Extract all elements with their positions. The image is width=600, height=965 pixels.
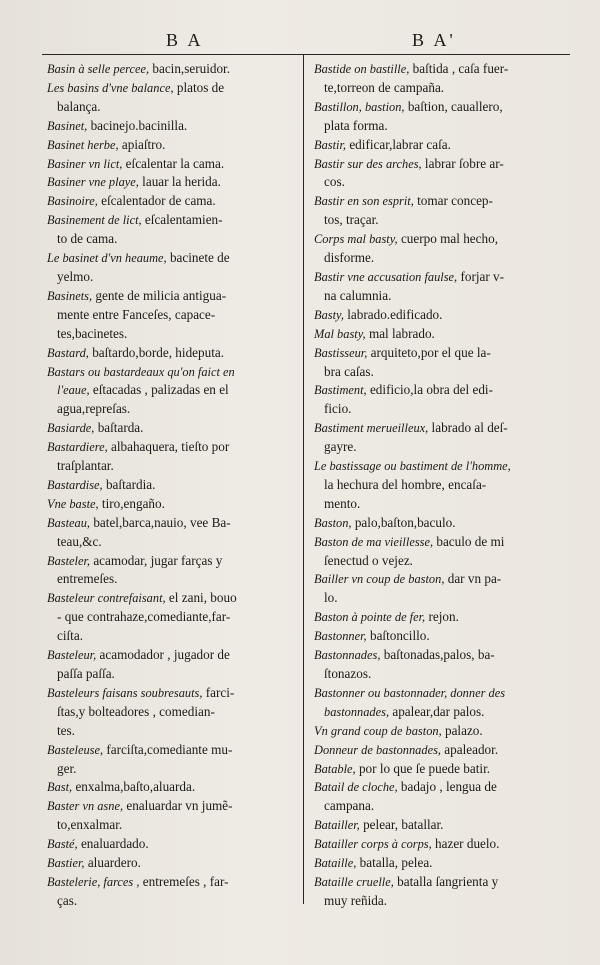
dictionary-entry bbox=[47, 552, 305, 590]
entry-line: mente entre Fanceſes, capace- bbox=[57, 306, 216, 322]
entry-headword: Baston à pointe de fer, bbox=[314, 610, 426, 625]
entry-line bbox=[314, 608, 573, 627]
dictionary-entry bbox=[47, 173, 305, 192]
entry-line: traſplantar. bbox=[57, 458, 114, 474]
entry-headword: Basteau, bbox=[47, 515, 91, 530]
entry-headword: Bastier, bbox=[47, 856, 85, 871]
entry-gloss: tomar concep- bbox=[413, 193, 493, 209]
entry-line: muy reñida. bbox=[324, 892, 387, 908]
entry-headword: Bastir en son esprit, bbox=[314, 194, 414, 209]
entry-gloss: badajo , lengua de bbox=[397, 779, 497, 795]
entry-line bbox=[47, 495, 305, 514]
entry-gloss: forjar v- bbox=[457, 268, 505, 284]
dictionary-entry bbox=[314, 155, 573, 193]
dictionary-entry bbox=[47, 60, 305, 79]
entry-headword: Bastonner ou bastonnader, donner des bbox=[314, 685, 506, 700]
entry-line bbox=[47, 60, 305, 79]
entry-line bbox=[47, 646, 305, 665]
dictionary-entry bbox=[47, 741, 305, 779]
entry-gloss: bacin,seruidor. bbox=[149, 61, 231, 76]
entry-gloss: enaluardar vn jumẽ- bbox=[123, 798, 233, 814]
entry-gloss: enaluardado. bbox=[77, 836, 149, 852]
dictionary-entry bbox=[314, 570, 573, 608]
entry-headword: Mal basty, bbox=[314, 326, 366, 341]
dictionary-entry bbox=[47, 835, 305, 854]
entry-line bbox=[314, 230, 573, 249]
dictionary-entry bbox=[314, 873, 573, 911]
entry-line: gayre. bbox=[324, 439, 357, 455]
entry-line: to de cama. bbox=[57, 231, 118, 247]
entry-line bbox=[47, 419, 305, 438]
header-left: B A bbox=[166, 30, 204, 50]
dictionary-entry bbox=[314, 457, 573, 514]
entry-headword: Basiarde, bbox=[47, 421, 95, 436]
entry-line bbox=[314, 741, 573, 760]
entry-line bbox=[314, 457, 573, 476]
entry-headword: Le bastissage ou bastiment de l'homme, bbox=[314, 459, 511, 474]
entry-headword: Bastisseur, bbox=[314, 345, 368, 360]
entry-headword: Basinoire, bbox=[47, 194, 98, 209]
dictionary-entry bbox=[314, 722, 573, 741]
entry-gloss: pelear, batallar. bbox=[359, 817, 444, 833]
entry-headword: Baston de ma vieillesse, bbox=[314, 534, 434, 549]
entry-gloss: baſtardia. bbox=[102, 476, 156, 492]
entry-gloss: edificar,labrar caſa. bbox=[346, 136, 451, 152]
dictionary-entry bbox=[314, 268, 573, 306]
entry-line: na calumnia. bbox=[324, 287, 392, 303]
entry-gloss: baſtion, cauallero, bbox=[404, 98, 503, 114]
entry-gloss: dar vn pa- bbox=[444, 571, 502, 587]
entry-gloss: labrar ſobre ar- bbox=[421, 155, 504, 171]
entry-headword: Bastars ou bastardeaux qu'on faict en bbox=[47, 364, 235, 379]
dictionary-entry bbox=[314, 344, 573, 382]
entry-line bbox=[314, 98, 573, 117]
dictionary-entry bbox=[47, 873, 305, 911]
entry-gloss: mal labrado. bbox=[365, 325, 435, 341]
entry-gloss: bacinete de bbox=[166, 250, 230, 266]
entry-line bbox=[47, 835, 305, 854]
entry-line: bra caſas. bbox=[324, 363, 374, 379]
dictionary-entry bbox=[47, 192, 305, 211]
dictionary-entry bbox=[47, 589, 305, 646]
dictionary-entry bbox=[47, 797, 305, 835]
entry-gloss: aluardero. bbox=[84, 855, 141, 871]
entry-headword: Baster vn asne, bbox=[47, 799, 124, 814]
entry-headword: Bastonnades, bbox=[314, 648, 381, 663]
entry-gloss: el zani, bouo bbox=[165, 590, 237, 606]
dictionary-entry bbox=[314, 684, 573, 722]
entry-line: ciſta. bbox=[57, 628, 83, 644]
entry-headword: Basté, bbox=[47, 837, 78, 852]
entry-line bbox=[47, 173, 305, 192]
entry-headword: Batail de cloche, bbox=[314, 780, 398, 795]
entry-headword: Basteleur, bbox=[47, 648, 97, 663]
entry-line bbox=[47, 211, 305, 230]
entry-headword: Bastiment merueilleux, bbox=[314, 421, 429, 436]
entry-line bbox=[314, 778, 573, 797]
dictionary-entry bbox=[47, 854, 305, 873]
entry-headword: Vne baste, bbox=[47, 496, 99, 511]
entry-gloss: gente de milicia antigua- bbox=[92, 287, 227, 303]
entry-headword: Corps mal basty, bbox=[314, 232, 398, 247]
entry-gloss: platos de bbox=[173, 79, 225, 95]
entry-line bbox=[314, 873, 573, 892]
dictionary-entry bbox=[314, 325, 573, 344]
entry-line bbox=[47, 155, 305, 174]
dictionary-entry bbox=[47, 344, 305, 363]
entry-gloss: baſtoncillo. bbox=[366, 628, 430, 644]
entry-line bbox=[47, 797, 305, 816]
entry-gloss: baſtarda. bbox=[94, 420, 144, 436]
entry-gloss: rejon. bbox=[425, 609, 459, 625]
entry-headword: Basteleurs faisans soubresauts, bbox=[47, 685, 203, 700]
dictionary-entry bbox=[314, 98, 573, 136]
entry-headword: Bastir sur des arches, bbox=[314, 156, 422, 171]
entry-gloss: eſcalentar la cama. bbox=[122, 155, 225, 171]
dictionary-entry bbox=[314, 854, 573, 873]
entry-line bbox=[314, 684, 573, 703]
entry-gloss: apiaſtro. bbox=[118, 136, 166, 152]
entry-gloss: cuerpo mal hecho, bbox=[397, 231, 498, 247]
entry-headword: Bastide on bastille, bbox=[314, 62, 410, 76]
entry-line: mento. bbox=[324, 495, 361, 511]
entry-gloss: entremeſes , far- bbox=[139, 873, 229, 889]
entry-headword: Basteleuse, bbox=[47, 742, 104, 757]
dictionary-entry bbox=[47, 79, 305, 117]
dictionary-entry bbox=[47, 495, 305, 514]
entry-headword: Basteler, bbox=[47, 553, 91, 568]
dictionary-entry bbox=[47, 155, 305, 174]
entry-line: ſtas,y bolteadores , comedian- bbox=[57, 703, 215, 719]
entry-headword: Donneur de bastonnades, bbox=[314, 742, 441, 757]
entry-line bbox=[314, 570, 573, 589]
entry-gloss: baculo de mi bbox=[433, 533, 505, 549]
dictionary-entry bbox=[314, 646, 573, 684]
entry-headword: Basinet, bbox=[47, 118, 88, 133]
entry-line bbox=[314, 760, 573, 779]
entry-headword: Bastardiere, bbox=[47, 440, 108, 455]
entry-gloss: batalla, pelea. bbox=[356, 855, 433, 871]
dictionary-entry bbox=[47, 287, 305, 344]
entry-headword-continuation: bastonnades, bbox=[324, 704, 390, 719]
entry-gloss: baſtonadas,palos, ba- bbox=[380, 647, 495, 663]
entry-line: cos. bbox=[324, 174, 345, 190]
entry-gloss: labrado al deſ- bbox=[428, 420, 508, 436]
entry-line: yelmo. bbox=[57, 268, 94, 284]
entry-gloss: tiro,engaño. bbox=[98, 495, 165, 511]
entry-line: paſſa paſſa. bbox=[57, 666, 115, 681]
entry-gloss: farciſta,comediante mu- bbox=[103, 741, 233, 757]
entry-line bbox=[314, 192, 573, 211]
entry-gloss: farci- bbox=[202, 684, 235, 700]
entry-line bbox=[47, 741, 305, 760]
dictionary-entry bbox=[47, 419, 305, 438]
entry-line: disforme. bbox=[324, 250, 375, 266]
entry-headword: Batailler, bbox=[314, 818, 360, 833]
entry-headword: Bastiment, bbox=[314, 383, 367, 398]
entry-line: lo. bbox=[324, 590, 338, 606]
entry-line bbox=[314, 533, 573, 552]
entry-gloss: lauar la herida. bbox=[138, 174, 221, 190]
entry-headword: Baston, bbox=[314, 515, 352, 530]
dictionary-entry bbox=[47, 646, 305, 684]
entry-line bbox=[47, 249, 305, 268]
entry-line bbox=[314, 381, 573, 400]
entry-line bbox=[314, 835, 573, 854]
entry-gloss: eſtacadas , palizadas en el bbox=[89, 382, 229, 398]
dictionary-entry bbox=[314, 835, 573, 854]
entry-line bbox=[47, 514, 305, 533]
dictionary-entry bbox=[47, 211, 305, 249]
entry-headword: Bastillon, bastion, bbox=[314, 99, 405, 114]
entry-line bbox=[314, 722, 573, 741]
entry-headword: Bastir vne accusation faulse, bbox=[314, 269, 458, 284]
entry-headword: Batailler corps à corps, bbox=[314, 837, 432, 852]
entry-gloss: baſtida , caſa fuer- bbox=[409, 61, 509, 76]
entry-gloss: arquiteto,por el que la- bbox=[367, 344, 491, 360]
entry-line bbox=[314, 344, 573, 363]
entry-gloss: acamodar, jugar farças y bbox=[90, 552, 223, 568]
entry-line bbox=[314, 325, 573, 344]
dictionary-entry bbox=[314, 778, 573, 816]
header-right: B A' bbox=[412, 30, 456, 50]
entry-line bbox=[47, 438, 305, 457]
entry-gloss: labrado.edificado. bbox=[343, 306, 443, 322]
entry-line: la hechura del hombre, encaſa- bbox=[324, 476, 487, 492]
entry-line: ſtonazos. bbox=[324, 666, 372, 681]
entry-gloss: batalla ſangrienta y bbox=[393, 873, 499, 889]
dictionary-entry bbox=[314, 533, 573, 571]
entry-line bbox=[47, 552, 305, 571]
entry-line bbox=[47, 381, 305, 400]
entry-line: entremeſes. bbox=[57, 571, 118, 587]
entry-line: tos, traçar. bbox=[324, 212, 379, 228]
entry-line: plata forma. bbox=[324, 117, 388, 133]
entry-line bbox=[47, 854, 305, 873]
entry-line: agua,repreſas. bbox=[57, 401, 131, 417]
entry-headword: Les basins d'vne balance, bbox=[47, 80, 174, 95]
entry-headword: Basinets, bbox=[47, 288, 93, 303]
entry-line bbox=[314, 60, 573, 79]
entry-gloss: hazer duelo. bbox=[431, 836, 500, 852]
entry-line bbox=[314, 514, 573, 533]
entry-line bbox=[47, 136, 305, 155]
entry-line: - que contrahaze,comediante,far- bbox=[57, 609, 231, 625]
entry-line bbox=[47, 363, 305, 382]
entry-gloss: palo,baſton,baculo. bbox=[351, 514, 456, 530]
entry-headword: Basinement de lict, bbox=[47, 213, 142, 228]
entry-line bbox=[314, 155, 573, 174]
dictionary-entry bbox=[47, 778, 305, 797]
right-column bbox=[314, 60, 573, 911]
dictionary-entry bbox=[314, 306, 573, 325]
entry-line: ças. bbox=[57, 892, 78, 908]
entry-line bbox=[47, 873, 305, 892]
entry-headword: Le basinet d'vn heaume, bbox=[47, 251, 167, 266]
entry-line bbox=[47, 589, 305, 608]
entry-line: tes,bacinetes. bbox=[57, 325, 128, 341]
dictionary-entry bbox=[47, 476, 305, 495]
dictionary-entry bbox=[47, 136, 305, 155]
entry-line bbox=[314, 268, 573, 287]
entry-headword: Basin à selle percee, bbox=[47, 62, 150, 76]
entry-line bbox=[47, 79, 305, 98]
dictionary-entry bbox=[47, 363, 305, 420]
entry-line bbox=[314, 703, 573, 722]
dictionary-entry bbox=[47, 684, 305, 741]
entry-headword: Bast, bbox=[47, 780, 73, 795]
entry-line bbox=[314, 627, 573, 646]
entry-line: ficio. bbox=[324, 401, 352, 417]
entry-line bbox=[314, 419, 573, 438]
dictionary-entry bbox=[314, 381, 573, 419]
entry-line: ger. bbox=[57, 760, 77, 776]
dictionary-entry bbox=[314, 741, 573, 760]
entry-gloss: apaleador. bbox=[441, 741, 499, 757]
dictionary-entry bbox=[314, 230, 573, 268]
dictionary-entry bbox=[314, 192, 573, 230]
entry-headword: Bataille, bbox=[314, 856, 357, 871]
entry-headword: Basteleur contrefaisant, bbox=[47, 591, 166, 606]
entry-headword: Bataille cruelle, bbox=[314, 874, 394, 889]
dictionary-entry bbox=[314, 608, 573, 627]
entry-line: tes. bbox=[57, 722, 75, 738]
entry-headword: Batable, bbox=[314, 761, 356, 776]
entry-line bbox=[47, 287, 305, 306]
entry-line bbox=[314, 646, 573, 665]
entry-line bbox=[47, 684, 305, 703]
entry-gloss: edificio,la obra del edi- bbox=[366, 382, 493, 398]
dictionary-entry bbox=[47, 117, 305, 136]
entry-headword: Bastardise, bbox=[47, 477, 103, 492]
entry-headword: Bastard, bbox=[47, 345, 89, 360]
dictionary-entry bbox=[47, 249, 305, 287]
dictionary-entry bbox=[314, 60, 573, 98]
dictionary-entry bbox=[47, 514, 305, 552]
entry-line bbox=[314, 136, 573, 155]
entry-line: te,torreon de campaña. bbox=[324, 79, 445, 95]
entry-headword: Bastir, bbox=[314, 137, 347, 152]
entry-headword: Vn grand coup de baston, bbox=[314, 723, 442, 738]
dictionary-entry bbox=[314, 627, 573, 646]
entry-gloss: enxalma,baſto,aluarda. bbox=[72, 779, 196, 795]
dictionary-entry bbox=[314, 760, 573, 779]
dictionary-entry bbox=[314, 514, 573, 533]
entry-line: teau,&c. bbox=[57, 533, 102, 549]
entry-line bbox=[47, 192, 305, 211]
entry-line bbox=[47, 344, 305, 363]
left-column bbox=[47, 60, 305, 911]
entry-headword: Bailler vn coup de baston, bbox=[314, 572, 445, 587]
entry-gloss: apalear,dar palos. bbox=[389, 703, 485, 719]
entry-line bbox=[47, 476, 305, 495]
entry-headword-continuation: l'eaue, bbox=[57, 383, 90, 398]
entry-gloss: acamodador , jugador de bbox=[96, 647, 230, 663]
entry-headword: Basiner vne playe, bbox=[47, 175, 139, 190]
entry-gloss: por lo que ſe puede batir. bbox=[355, 760, 491, 776]
header-rule bbox=[42, 54, 570, 55]
entry-gloss: albahaquera, tieſto por bbox=[107, 439, 230, 455]
entry-line bbox=[47, 778, 305, 797]
running-header bbox=[40, 28, 570, 56]
dictionary-entry bbox=[314, 419, 573, 457]
entry-gloss: baſtardo,borde, hideputa. bbox=[88, 344, 225, 360]
entry-gloss: batel,barca,nauio, vee Ba- bbox=[90, 514, 231, 530]
entry-headword: Bastelerie, farces , bbox=[47, 874, 140, 889]
entry-headword: Basinet herbe, bbox=[47, 137, 119, 152]
entry-line bbox=[314, 306, 573, 325]
entry-line: balança. bbox=[57, 98, 101, 114]
entry-line bbox=[314, 854, 573, 873]
entry-line: campana. bbox=[324, 798, 375, 814]
entry-headword: Basty, bbox=[314, 307, 344, 322]
entry-line bbox=[314, 816, 573, 835]
entry-headword: Bastonner, bbox=[314, 629, 367, 644]
entry-gloss: eſcalentador de cama. bbox=[97, 193, 216, 209]
entry-line bbox=[47, 117, 305, 136]
dictionary-entry bbox=[314, 136, 573, 155]
dictionary-entry bbox=[314, 816, 573, 835]
entry-gloss: eſcalentamien- bbox=[141, 212, 223, 228]
entry-line: to,enxalmar. bbox=[57, 817, 123, 833]
entry-headword: Basiner vn lict, bbox=[47, 156, 123, 171]
entry-gloss: palazo. bbox=[441, 722, 483, 738]
dictionary-entry bbox=[47, 438, 305, 476]
entry-gloss: bacinejo.bacinilla. bbox=[87, 117, 188, 133]
entry-line: ſenectud o vejez. bbox=[324, 552, 413, 568]
